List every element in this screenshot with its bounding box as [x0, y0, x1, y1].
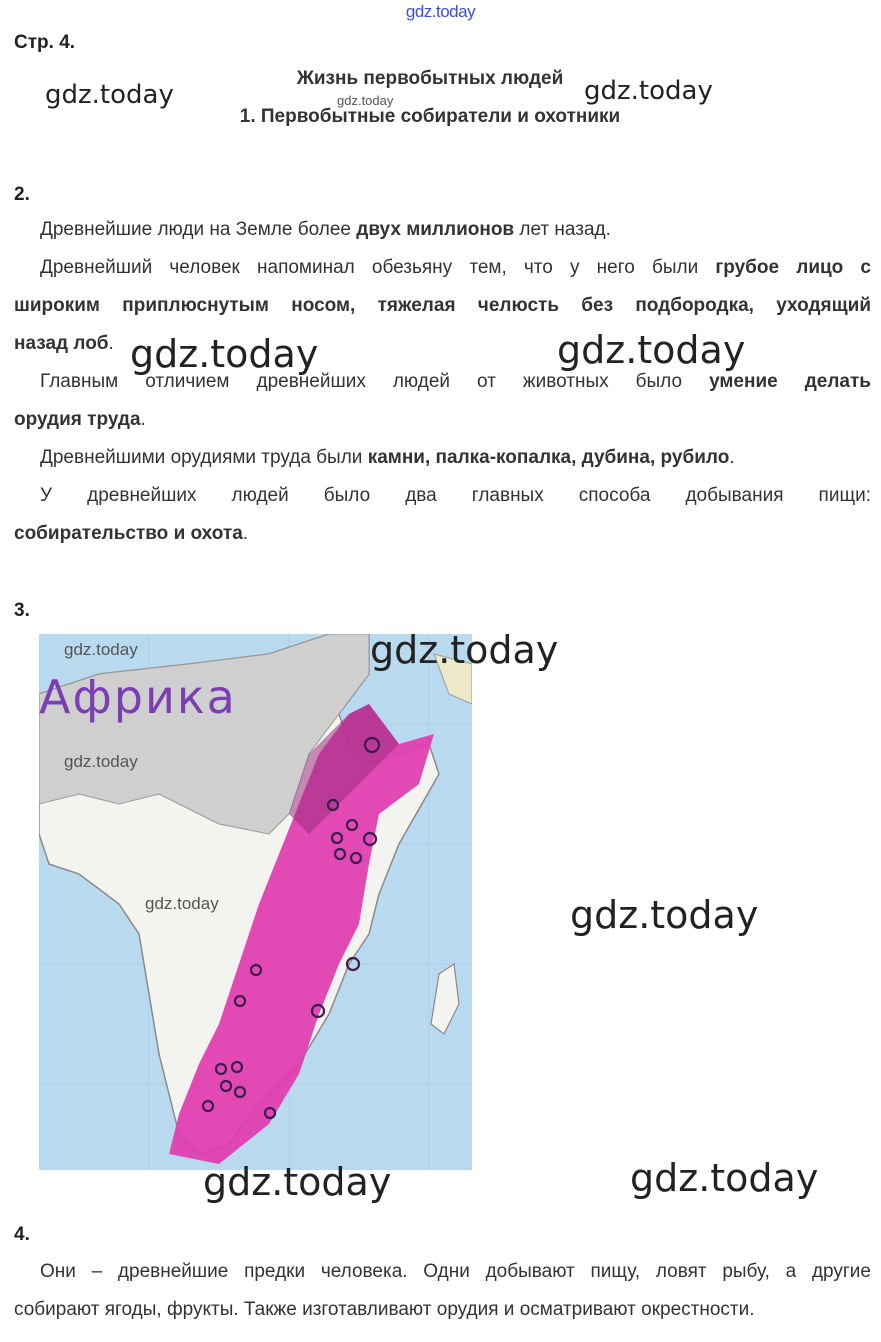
task-number-3: 3.	[14, 600, 30, 621]
task2-paragraph-5-line-2: собирательство и охота.	[14, 523, 249, 544]
watermark-top: gdz.today	[405, 2, 476, 21]
watermark: gdz.today	[337, 93, 394, 108]
watermark: gdz.today	[203, 1160, 392, 1204]
task4-line-1: Они – древнейшие предки человека. Одни добывают пищу, ловят рыбу, а другие	[40, 1261, 871, 1282]
section-title: 1. Первобытные собиратели и охотники	[239, 106, 621, 127]
task-number-4: 4.	[14, 1224, 30, 1245]
watermark: gdz.today	[370, 628, 559, 672]
watermark: gdz.today	[584, 76, 713, 106]
task2-paragraph-3-line-2: орудия труда.	[14, 409, 146, 430]
task2-paragraph-5-line-1: У древнейших людей было два главных способа добывания пищи:	[40, 485, 871, 506]
task2-paragraph-2-line-1: Древнейший человек напоминал обезьяну тем, что у него были грубое лицо с	[40, 257, 872, 278]
task-number-2: 2.	[14, 184, 30, 205]
watermark: gdz.today	[145, 894, 219, 913]
watermark: gdz.today	[557, 328, 746, 372]
task4-line-2: собирают ягоды, фрукты. Также изготавливают орудия и осматривают окрестности.	[14, 1299, 755, 1320]
map-label-africa: Африка	[39, 670, 237, 724]
task2-paragraph-3-line-1: Главным отличием древнейших людей от животных было умение делать	[40, 371, 871, 392]
watermark: gdz.today	[64, 752, 138, 771]
task2-paragraph-2-line-3: назад лоб.	[14, 333, 114, 354]
africa-map-image	[39, 634, 472, 1170]
task2-paragraph-2-line-2: широким приплюснутым носом, тяжелая челюсть без подбородка, уходящий	[14, 295, 871, 316]
task2-paragraph-1: Древнейшие люди на Земле более двух миллионов лет назад.	[40, 219, 611, 240]
chapter-title: Жизнь первобытных людей	[296, 68, 564, 89]
watermark: gdz.today	[130, 332, 319, 376]
watermark: gdz.today	[45, 80, 174, 110]
watermark: gdz.today	[630, 1156, 819, 1200]
page-number: Стр. 4.	[14, 32, 76, 53]
task2-paragraph-4: Древнейшими орудиями труда были камни, палка-копалка, дубина, рубило.	[40, 447, 735, 468]
watermark: gdz.today	[64, 640, 138, 659]
watermark: gdz.today	[570, 893, 759, 937]
